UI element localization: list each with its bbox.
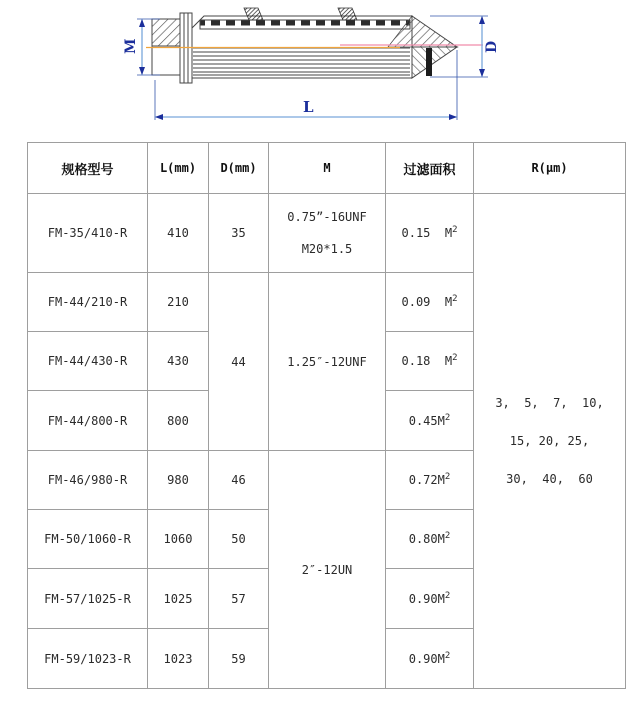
dim-label-m: M — [123, 38, 139, 54]
cell-filter-area: 0.18 $M^2$ — [386, 332, 474, 391]
dim-label-l: L — [303, 98, 314, 116]
header-diameter: D(mm) — [209, 143, 269, 194]
cell-length: 980 — [148, 451, 209, 510]
cell-filter-area: $0.45M^2$ — [386, 391, 474, 451]
cell-length: 1025 — [148, 569, 209, 629]
micron-line-1: 3, 5, 7, 10, — [495, 396, 604, 410]
header-thread: M — [269, 143, 386, 194]
cell-length: 410 — [148, 194, 209, 273]
cell-length: 1023 — [148, 629, 209, 689]
cell-filter-area: $0.90M^2$ — [386, 569, 474, 629]
cell-filter-area: 0.15 $M^2$ — [386, 194, 474, 273]
perforated-band — [200, 20, 410, 29]
cell-model: FM-57/1025-R — [28, 569, 148, 629]
cell-length: 1060 — [148, 510, 209, 569]
micron-line-2: 15, 20, 25, — [509, 434, 590, 448]
cell-diameter: 44 — [209, 273, 269, 451]
cell-thread: 1.25″-12UNF — [269, 273, 386, 451]
cell-filter-area: 0.09 $M^2$ — [386, 273, 474, 332]
cell-filter-area: $0.72M^2$ — [386, 451, 474, 510]
cell-diameter: 46 — [209, 451, 269, 510]
cell-model: FM-44/800-R — [28, 391, 148, 451]
cell-model: FM-44/210-R — [28, 273, 148, 332]
pleat-lines — [193, 48, 410, 75]
header-filter-area: 过滤面积 — [386, 143, 474, 194]
dim-label-d: D — [484, 40, 500, 53]
cell-model: FM-46/980-R — [28, 451, 148, 510]
thread-line-2: M20*1.5 — [301, 242, 353, 256]
cell-length: 430 — [148, 332, 209, 391]
cell-length: 210 — [148, 273, 209, 332]
header-row — [28, 143, 626, 194]
cell-filter-area: $0.80M^2$ — [386, 510, 474, 569]
header-length: L(mm) — [148, 143, 209, 194]
cell-thread — [269, 194, 386, 273]
cell-micron-rating — [474, 194, 626, 689]
header-micron-rating: R(μm) — [474, 143, 626, 194]
weld-tab-1 — [244, 8, 263, 20]
cell-filter-area: $0.90M^2$ — [386, 629, 474, 689]
header-model: 规格型号 — [28, 143, 148, 194]
cell-model: FM-44/430-R — [28, 332, 148, 391]
thread-line-1: 0.75”-16UNF — [287, 210, 367, 224]
cell-model: FM-59/1023-R — [28, 629, 148, 689]
cell-model: FM-50/1060-R — [28, 510, 148, 569]
cell-diameter: 50 — [209, 510, 269, 569]
filter-element-technical-drawing — [0, 0, 634, 140]
weld-tab-2 — [338, 8, 357, 20]
cell-diameter: 57 — [209, 569, 269, 629]
end-seal-band — [426, 48, 432, 76]
cell-diameter: 59 — [209, 629, 269, 689]
cell-diameter: 35 — [209, 194, 269, 273]
cell-model: FM-35/410-R — [28, 194, 148, 273]
cell-length: 800 — [148, 391, 209, 451]
micron-line-3: 30, 40, 60 — [506, 472, 593, 486]
table-row — [28, 194, 626, 273]
spec-table — [27, 142, 626, 689]
cell-thread: 2″-12UN — [269, 451, 386, 689]
